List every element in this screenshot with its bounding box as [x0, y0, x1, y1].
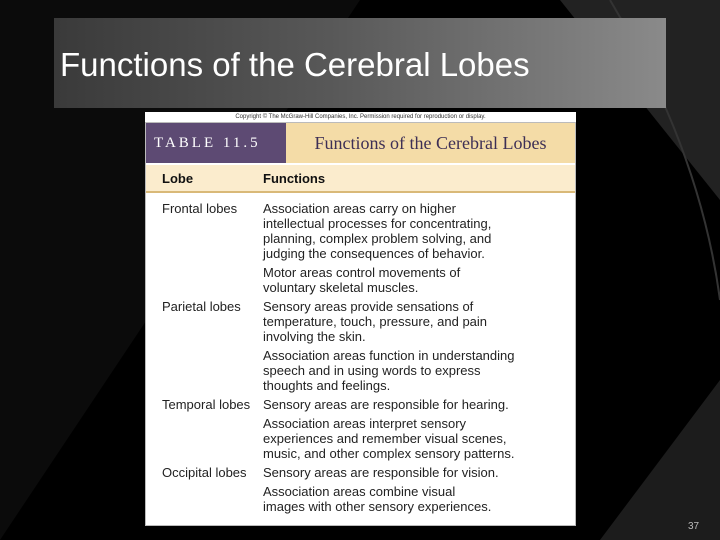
table-row — [146, 299, 575, 397]
slide-title: Functions of the Cerebral Lobes — [60, 46, 530, 83]
table-row — [146, 397, 575, 465]
function-text: Association areas function in understanding speech and in using words to express thoughts and feelings. — [263, 348, 515, 393]
slide-title-bar — [54, 18, 666, 108]
function-text: Sensory areas provide sensations of temperature, touch, pressure, and pain involving the skin. — [263, 299, 488, 344]
function-text: Sensory areas are responsible for vision. — [263, 465, 499, 480]
lobe-name: Frontal lobes — [162, 201, 238, 216]
lobe-functions — [263, 397, 575, 465]
function-text: Association areas interpret sensory experiences and remember visual scenes, music, and other complex sensory patterns. — [263, 416, 515, 461]
table-row — [146, 201, 575, 299]
table-header — [146, 123, 575, 163]
table-row — [146, 465, 575, 518]
column-header-lobe: Lobe — [162, 170, 194, 186]
column-header-functions: Functions — [263, 170, 326, 186]
background-wedge — [600, 380, 720, 540]
slide-number: 37 — [688, 521, 700, 532]
function-text: Association areas combine visual images with other sensory experiences. — [263, 484, 492, 514]
column-headers — [146, 165, 575, 193]
lobe-name: Parietal lobes — [162, 299, 241, 314]
lobe-functions — [263, 465, 575, 518]
table-title: Functions of the Cerebral Lobes — [286, 123, 575, 163]
function-text: Association areas carry on higher intellectual processes for concentrating, planning, complex problem solving, and judging the consequences of behavior. — [263, 201, 492, 261]
lobe-functions — [263, 299, 575, 397]
lobe-name: Temporal lobes — [162, 397, 251, 412]
table-number: TABLE 11.5 — [146, 123, 286, 163]
copyright-notice: Copyright © The McGraw-Hill Companies, Inc. Permission required for reproduction or display. — [145, 112, 576, 122]
lobe-functions — [263, 201, 575, 299]
function-text: Sensory areas are responsible for hearing. — [263, 397, 509, 412]
function-text: Motor areas control movements of voluntary skeletal muscles. — [263, 265, 461, 295]
lobe-name: Occipital lobes — [162, 465, 247, 480]
table-body — [146, 193, 575, 518]
lobes-table — [145, 122, 576, 526]
